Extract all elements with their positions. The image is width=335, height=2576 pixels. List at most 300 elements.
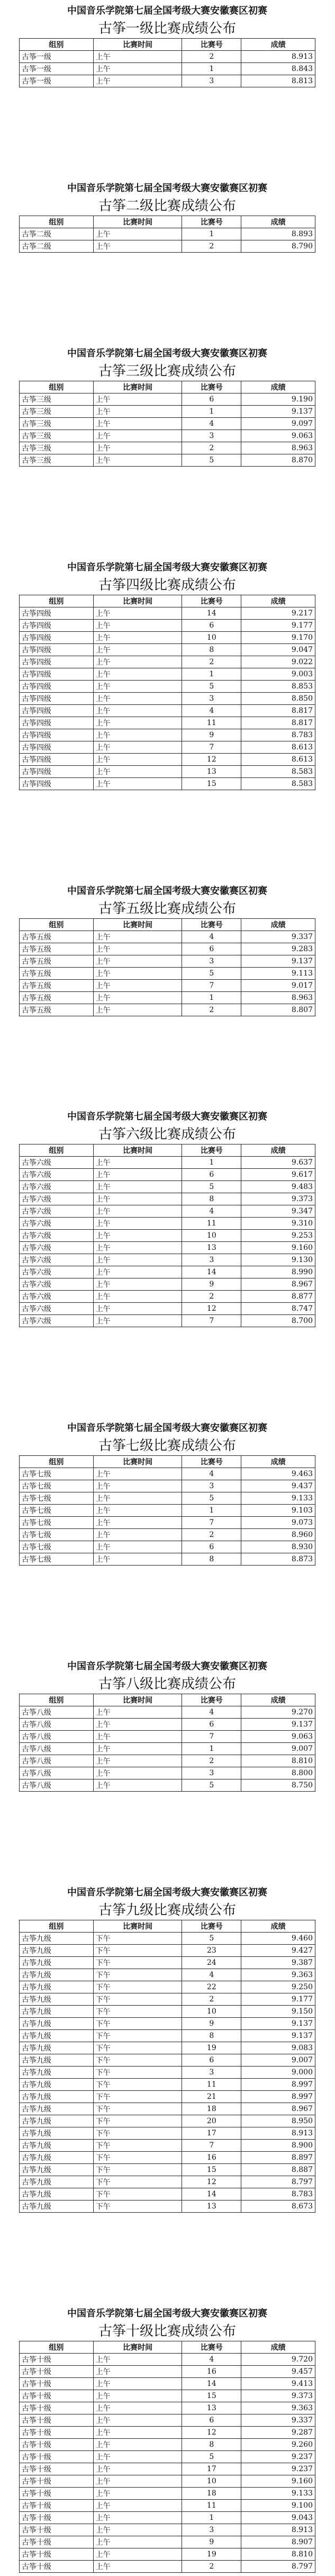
header-score: 成绩 bbox=[241, 2341, 315, 2354]
cell-group: 古筝九级 bbox=[20, 2152, 94, 2164]
cell-time: 上午 bbox=[93, 2427, 182, 2439]
cell-number: 10 bbox=[182, 1230, 241, 1242]
header-group: 组别 bbox=[20, 381, 94, 393]
table-row bbox=[20, 1945, 315, 1957]
cell-number: 1 bbox=[182, 63, 241, 75]
cell-score: 8.583 bbox=[241, 766, 315, 778]
header-group: 组别 bbox=[20, 1144, 94, 1157]
cell-score: 9.483 bbox=[241, 1181, 315, 1193]
cell-number: 5 bbox=[182, 1181, 241, 1193]
cell-number: 5 bbox=[182, 1933, 241, 1945]
table-row bbox=[20, 1731, 315, 1743]
cell-number: 2 bbox=[182, 2561, 241, 2573]
cell-number: 1 bbox=[182, 406, 241, 418]
cell-time: 上午 bbox=[93, 729, 182, 741]
section-header: 中国音乐学院第七届全国考级大赛安徽赛区初赛 bbox=[67, 183, 267, 194]
cell-time: 上午 bbox=[93, 63, 182, 75]
cell-group: 古筝一级 bbox=[20, 51, 94, 63]
table-row bbox=[20, 992, 315, 1004]
cell-number: 3 bbox=[182, 2067, 241, 2079]
cell-time: 上午 bbox=[93, 2561, 182, 2573]
section-header: 中国音乐学院第七届全国考级大赛安徽赛区初赛 bbox=[67, 885, 267, 897]
cell-time: 下午 bbox=[93, 2115, 182, 2127]
cell-time: 上午 bbox=[93, 931, 182, 943]
table-row bbox=[20, 2512, 315, 2524]
cell-number: 7 bbox=[182, 980, 241, 992]
cell-time: 上午 bbox=[93, 943, 182, 955]
cell-number: 2 bbox=[182, 1291, 241, 1303]
cell-group: 古筝六级 bbox=[20, 1205, 94, 1218]
cell-number: 1 bbox=[182, 992, 241, 1004]
cell-time: 下午 bbox=[93, 1933, 182, 1945]
cell-score: 8.900 bbox=[241, 2140, 315, 2152]
cell-time: 上午 bbox=[93, 968, 182, 980]
header-time: 比赛时间 bbox=[93, 216, 182, 228]
cell-score: 9.253 bbox=[241, 1230, 315, 1242]
table-row bbox=[20, 2427, 315, 2439]
cell-group: 古筝十级 bbox=[20, 2414, 94, 2427]
cell-group: 古筝五级 bbox=[20, 1004, 94, 1016]
cell-score: 9.460 bbox=[241, 1933, 315, 1945]
table-row bbox=[20, 1743, 315, 1755]
cell-group: 古筝四级 bbox=[20, 656, 94, 668]
header-score: 成绩 bbox=[241, 1694, 315, 1706]
cell-time: 下午 bbox=[93, 2140, 182, 2152]
header-time: 比赛时间 bbox=[93, 919, 182, 931]
cell-time: 下午 bbox=[93, 1945, 182, 1957]
header-score: 成绩 bbox=[241, 1920, 315, 1933]
cell-score: 9.373 bbox=[241, 2390, 315, 2402]
results-section bbox=[19, 3, 315, 87]
table-row bbox=[20, 240, 315, 253]
cell-number: 14 bbox=[182, 1266, 241, 1278]
cell-score: 9.137 bbox=[241, 406, 315, 418]
cell-score: 8.877 bbox=[241, 1291, 315, 1303]
cell-time: 上午 bbox=[93, 1004, 182, 1016]
table-row bbox=[20, 2140, 315, 2152]
cell-group: 古筝六级 bbox=[20, 1193, 94, 1205]
cell-group: 古筝九级 bbox=[20, 2054, 94, 2067]
cell-score: 9.137 bbox=[241, 2030, 315, 2042]
cell-group: 古筝九级 bbox=[20, 1957, 94, 1969]
cell-score: 9.427 bbox=[241, 1945, 315, 1957]
table-row bbox=[20, 2524, 315, 2536]
cell-score: 9.003 bbox=[241, 668, 315, 681]
cell-score: 9.413 bbox=[241, 2378, 315, 2390]
table-row bbox=[20, 75, 315, 87]
header-score: 成绩 bbox=[241, 919, 315, 931]
cell-number: 7 bbox=[182, 1731, 241, 1743]
cell-score: 8.913 bbox=[241, 2524, 315, 2536]
table-row bbox=[20, 955, 315, 968]
cell-group: 古筝十级 bbox=[20, 2439, 94, 2451]
cell-time: 上午 bbox=[93, 2536, 182, 2548]
results-table bbox=[19, 595, 315, 790]
cell-score: 9.177 bbox=[241, 620, 315, 632]
cell-group: 古筝九级 bbox=[20, 2103, 94, 2115]
table-row bbox=[20, 1004, 315, 1016]
cell-group: 古筝九级 bbox=[20, 2188, 94, 2201]
cell-number: 3 bbox=[182, 1480, 241, 1492]
cell-group: 古筝三级 bbox=[20, 406, 94, 418]
cell-time: 上午 bbox=[93, 1553, 182, 1566]
cell-time: 上午 bbox=[93, 705, 182, 717]
cell-group: 古筝十级 bbox=[20, 2402, 94, 2414]
cell-number: 4 bbox=[182, 1969, 241, 1981]
table-row bbox=[20, 1278, 315, 1291]
table-row bbox=[20, 1993, 315, 2006]
cell-group: 古筝四级 bbox=[20, 778, 94, 790]
cell-score: 8.960 bbox=[241, 1529, 315, 1541]
cell-number: 24 bbox=[182, 1957, 241, 1969]
cell-score: 9.250 bbox=[241, 1981, 315, 1993]
table-row bbox=[20, 1242, 315, 1254]
cell-time: 上午 bbox=[93, 1193, 182, 1205]
cell-group: 古筝五级 bbox=[20, 980, 94, 992]
table-row bbox=[20, 2414, 315, 2427]
cell-time: 上午 bbox=[93, 778, 182, 790]
cell-number: 5 bbox=[182, 968, 241, 980]
cell-number: 2 bbox=[182, 1755, 241, 1767]
cell-number: 3 bbox=[182, 2524, 241, 2536]
cell-time: 上午 bbox=[93, 2475, 182, 2488]
table-row bbox=[20, 980, 315, 992]
cell-time: 上午 bbox=[93, 2414, 182, 2427]
cell-score: 9.063 bbox=[241, 1731, 315, 1743]
cell-number: 6 bbox=[182, 1169, 241, 1181]
cell-time: 下午 bbox=[93, 1969, 182, 1981]
cell-group: 古筝四级 bbox=[20, 632, 94, 644]
cell-group: 古筝九级 bbox=[20, 2006, 94, 2018]
header-number: 比赛号 bbox=[182, 1694, 241, 1706]
cell-group: 古筝八级 bbox=[20, 1719, 94, 1731]
cell-group: 古筝五级 bbox=[20, 931, 94, 943]
cell-number: 16 bbox=[182, 2152, 241, 2164]
table-row bbox=[20, 1755, 315, 1767]
cell-time: 上午 bbox=[93, 1731, 182, 1743]
cell-score: 8.810 bbox=[241, 2548, 315, 2561]
cell-time: 上午 bbox=[93, 717, 182, 729]
cell-number: 3 bbox=[182, 1767, 241, 1779]
header-time: 比赛时间 bbox=[93, 39, 182, 51]
cell-number: 7 bbox=[182, 2140, 241, 2152]
cell-number: 4 bbox=[182, 705, 241, 717]
cell-score: 8.783 bbox=[241, 2188, 315, 2201]
cell-group: 古筝十级 bbox=[20, 2354, 94, 2366]
cell-score: 9.270 bbox=[241, 1706, 315, 1719]
cell-number: 11 bbox=[182, 717, 241, 729]
cell-time: 下午 bbox=[93, 1957, 182, 1969]
results-section bbox=[19, 1659, 315, 1792]
cell-group: 古筝六级 bbox=[20, 1254, 94, 1266]
cell-number: 1 bbox=[182, 1505, 241, 1517]
cell-group: 古筝四级 bbox=[20, 729, 94, 741]
header-score: 成绩 bbox=[241, 595, 315, 607]
header-group: 组别 bbox=[20, 919, 94, 931]
cell-time: 上午 bbox=[93, 2354, 182, 2366]
cell-group: 古筝九级 bbox=[20, 2127, 94, 2140]
cell-number: 3 bbox=[182, 430, 241, 442]
cell-group: 古筝八级 bbox=[20, 1743, 94, 1755]
cell-score: 8.887 bbox=[241, 2164, 315, 2176]
cell-time: 上午 bbox=[93, 955, 182, 968]
cell-number: 15 bbox=[182, 778, 241, 790]
header-time: 比赛时间 bbox=[93, 1920, 182, 1933]
cell-time: 上午 bbox=[93, 228, 182, 240]
results-section bbox=[19, 181, 315, 253]
cell-number: 9 bbox=[182, 2018, 241, 2030]
table-row bbox=[20, 1291, 315, 1303]
table-row bbox=[20, 2201, 315, 2213]
table-header-row bbox=[20, 39, 315, 51]
header-number: 比赛号 bbox=[182, 1920, 241, 1933]
header-group: 组别 bbox=[20, 1920, 94, 1933]
cell-group: 古筝十级 bbox=[20, 2488, 94, 2500]
cell-score: 8.810 bbox=[241, 1755, 315, 1767]
cell-time: 上午 bbox=[93, 1303, 182, 1315]
cell-group: 古筝一级 bbox=[20, 63, 94, 75]
cell-time: 上午 bbox=[93, 1719, 182, 1731]
cell-time: 上午 bbox=[93, 1517, 182, 1529]
cell-number: 9 bbox=[182, 729, 241, 741]
table-row bbox=[20, 2475, 315, 2488]
cell-score: 8.817 bbox=[241, 705, 315, 717]
cell-score: 9.287 bbox=[241, 2427, 315, 2439]
cell-number: 2 bbox=[182, 1993, 241, 2006]
results-table bbox=[19, 216, 315, 253]
cell-number: 6 bbox=[182, 1541, 241, 1553]
cell-group: 古筝六级 bbox=[20, 1157, 94, 1169]
table-row bbox=[20, 931, 315, 943]
table-row bbox=[20, 717, 315, 729]
cell-group: 古筝八级 bbox=[20, 1755, 94, 1767]
cell-time: 上午 bbox=[93, 668, 182, 681]
table-row bbox=[20, 1315, 315, 1327]
cell-group: 古筝五级 bbox=[20, 943, 94, 955]
section-header: 中国音乐学院第七届全国考级大赛安徽赛区初赛 bbox=[67, 562, 267, 573]
cell-score: 9.237 bbox=[241, 2451, 315, 2463]
cell-group: 古筝十级 bbox=[20, 2561, 94, 2573]
cell-number: 2 bbox=[182, 1004, 241, 1016]
results-table bbox=[19, 918, 315, 1016]
cell-time: 上午 bbox=[93, 607, 182, 620]
table-row bbox=[20, 1468, 315, 1480]
cell-number: 5 bbox=[182, 2451, 241, 2463]
cell-group: 古筝四级 bbox=[20, 705, 94, 717]
cell-number: 22 bbox=[182, 1981, 241, 1993]
table-header-row bbox=[20, 2341, 315, 2354]
section-title: 古筝三级比赛成绩公布 bbox=[98, 363, 236, 379]
cell-group: 古筝七级 bbox=[20, 1480, 94, 1492]
section-header: 中国音乐学院第七届全国考级大赛安徽赛区初赛 bbox=[67, 2308, 267, 2319]
cell-score: 8.853 bbox=[241, 681, 315, 693]
cell-score: 8.967 bbox=[241, 2103, 315, 2115]
cell-number: 7 bbox=[182, 741, 241, 754]
cell-group: 古筝六级 bbox=[20, 1303, 94, 1315]
section-title: 古筝一级比赛成绩公布 bbox=[98, 21, 236, 37]
cell-number: 1 bbox=[182, 1743, 241, 1755]
cell-number: 1 bbox=[182, 2512, 241, 2524]
cell-score: 9.137 bbox=[241, 2018, 315, 2030]
cell-time: 上午 bbox=[93, 1468, 182, 1480]
header-group: 组别 bbox=[20, 1694, 94, 1706]
cell-score: 8.613 bbox=[241, 754, 315, 766]
header-time: 比赛时间 bbox=[93, 595, 182, 607]
cell-time: 上午 bbox=[93, 442, 182, 454]
cell-number: 7 bbox=[182, 1315, 241, 1327]
cell-score: 9.373 bbox=[241, 1193, 315, 1205]
cell-group: 古筝三级 bbox=[20, 393, 94, 406]
cell-group: 古筝四级 bbox=[20, 607, 94, 620]
cell-number: 13 bbox=[182, 2402, 241, 2414]
table-row bbox=[20, 63, 315, 75]
table-row bbox=[20, 2548, 315, 2561]
cell-group: 古筝六级 bbox=[20, 1278, 94, 1291]
table-row bbox=[20, 2152, 315, 2164]
table-row bbox=[20, 1541, 315, 1553]
header-number: 比赛号 bbox=[182, 1456, 241, 1468]
cell-group: 古筝四级 bbox=[20, 741, 94, 754]
table-header-row bbox=[20, 595, 315, 607]
cell-score: 9.260 bbox=[241, 2439, 315, 2451]
cell-group: 古筝四级 bbox=[20, 644, 94, 656]
table-row bbox=[20, 1981, 315, 1993]
cell-group: 古筝三级 bbox=[20, 454, 94, 467]
cell-time: 上午 bbox=[93, 51, 182, 63]
cell-time: 下午 bbox=[93, 2018, 182, 2030]
table-row bbox=[20, 454, 315, 467]
cell-score: 9.337 bbox=[241, 931, 315, 943]
table-row bbox=[20, 2488, 315, 2500]
cell-score: 9.457 bbox=[241, 2366, 315, 2378]
cell-score: 9.160 bbox=[241, 1242, 315, 1254]
cell-time: 上午 bbox=[93, 1541, 182, 1553]
cell-score: 8.893 bbox=[241, 228, 315, 240]
table-row bbox=[20, 393, 315, 406]
cell-score: 8.997 bbox=[241, 2079, 315, 2091]
table-row bbox=[20, 1193, 315, 1205]
table-row bbox=[20, 2079, 315, 2091]
cell-time: 下午 bbox=[93, 2176, 182, 2188]
cell-group: 古筝五级 bbox=[20, 955, 94, 968]
cell-number: 3 bbox=[182, 1254, 241, 1266]
cell-group: 古筝七级 bbox=[20, 1553, 94, 1566]
cell-score: 9.000 bbox=[241, 2067, 315, 2079]
cell-time: 上午 bbox=[93, 1242, 182, 1254]
cell-group: 古筝九级 bbox=[20, 2079, 94, 2091]
header-score: 成绩 bbox=[241, 1456, 315, 1468]
cell-number: 4 bbox=[182, 1706, 241, 1719]
header-time: 比赛时间 bbox=[93, 1456, 182, 1468]
table-row bbox=[20, 2500, 315, 2512]
cell-group: 古筝九级 bbox=[20, 2115, 94, 2127]
cell-score: 9.083 bbox=[241, 2042, 315, 2054]
cell-score: 9.310 bbox=[241, 1218, 315, 1230]
cell-time: 下午 bbox=[93, 2006, 182, 2018]
table-row bbox=[20, 968, 315, 980]
cell-score: 9.720 bbox=[241, 2354, 315, 2366]
cell-time: 上午 bbox=[93, 1278, 182, 1291]
table-row bbox=[20, 741, 315, 754]
cell-number: 12 bbox=[182, 754, 241, 766]
table-row bbox=[20, 632, 315, 644]
cell-group: 古筝四级 bbox=[20, 681, 94, 693]
cell-time: 上午 bbox=[93, 2378, 182, 2390]
cell-score: 8.930 bbox=[241, 1541, 315, 1553]
cell-score: 9.237 bbox=[241, 2463, 315, 2475]
cell-time: 上午 bbox=[93, 75, 182, 87]
cell-group: 古筝八级 bbox=[20, 1779, 94, 1792]
cell-time: 上午 bbox=[93, 766, 182, 778]
table-row bbox=[20, 1254, 315, 1266]
cell-group: 古筝四级 bbox=[20, 668, 94, 681]
table-row bbox=[20, 2054, 315, 2067]
header-time: 比赛时间 bbox=[93, 2341, 182, 2354]
cell-time: 下午 bbox=[93, 2042, 182, 2054]
cell-time: 上午 bbox=[93, 1505, 182, 1517]
cell-number: 6 bbox=[182, 2414, 241, 2427]
cell-number: 18 bbox=[182, 2103, 241, 2115]
table-row bbox=[20, 693, 315, 705]
cell-number: 5 bbox=[182, 454, 241, 467]
table-header-row bbox=[20, 1456, 315, 1468]
cell-number: 6 bbox=[182, 620, 241, 632]
header-number: 比赛号 bbox=[182, 595, 241, 607]
cell-group: 古筝七级 bbox=[20, 1529, 94, 1541]
table-row bbox=[20, 1230, 315, 1242]
cell-time: 下午 bbox=[93, 2103, 182, 2115]
table-row bbox=[20, 1719, 315, 1731]
cell-score: 8.897 bbox=[241, 2152, 315, 2164]
cell-time: 上午 bbox=[93, 1315, 182, 1327]
results-table bbox=[19, 1144, 315, 1327]
cell-score: 9.137 bbox=[241, 955, 315, 968]
table-row bbox=[20, 2354, 315, 2366]
cell-time: 上午 bbox=[93, 1291, 182, 1303]
cell-score: 9.617 bbox=[241, 1169, 315, 1181]
cell-time: 下午 bbox=[93, 2079, 182, 2091]
cell-score: 9.007 bbox=[241, 1743, 315, 1755]
cell-score: 9.437 bbox=[241, 1480, 315, 1492]
cell-score: 9.637 bbox=[241, 1157, 315, 1169]
results-table bbox=[19, 381, 315, 467]
cell-time: 上午 bbox=[93, 741, 182, 754]
table-row bbox=[20, 51, 315, 63]
cell-time: 上午 bbox=[93, 430, 182, 442]
cell-score: 8.790 bbox=[241, 240, 315, 253]
header-time: 比赛时间 bbox=[93, 1144, 182, 1157]
cell-score: 9.387 bbox=[241, 1957, 315, 1969]
table-row bbox=[20, 2439, 315, 2451]
cell-time: 上午 bbox=[93, 1779, 182, 1792]
header-score: 成绩 bbox=[241, 39, 315, 51]
table-row bbox=[20, 766, 315, 778]
table-row bbox=[20, 754, 315, 766]
cell-number: 13 bbox=[182, 1242, 241, 1254]
cell-number: 14 bbox=[182, 2188, 241, 2201]
cell-score: 9.017 bbox=[241, 980, 315, 992]
table-row bbox=[20, 1480, 315, 1492]
table-header-row bbox=[20, 919, 315, 931]
cell-time: 下午 bbox=[93, 1981, 182, 1993]
table-row bbox=[20, 2402, 315, 2414]
cell-score: 9.347 bbox=[241, 1205, 315, 1218]
header-score: 成绩 bbox=[241, 216, 315, 228]
cell-group: 古筝九级 bbox=[20, 1993, 94, 2006]
table-row bbox=[20, 607, 315, 620]
section-title: 古筝八级比赛成绩公布 bbox=[98, 1676, 236, 1692]
cell-number: 13 bbox=[182, 2201, 241, 2213]
